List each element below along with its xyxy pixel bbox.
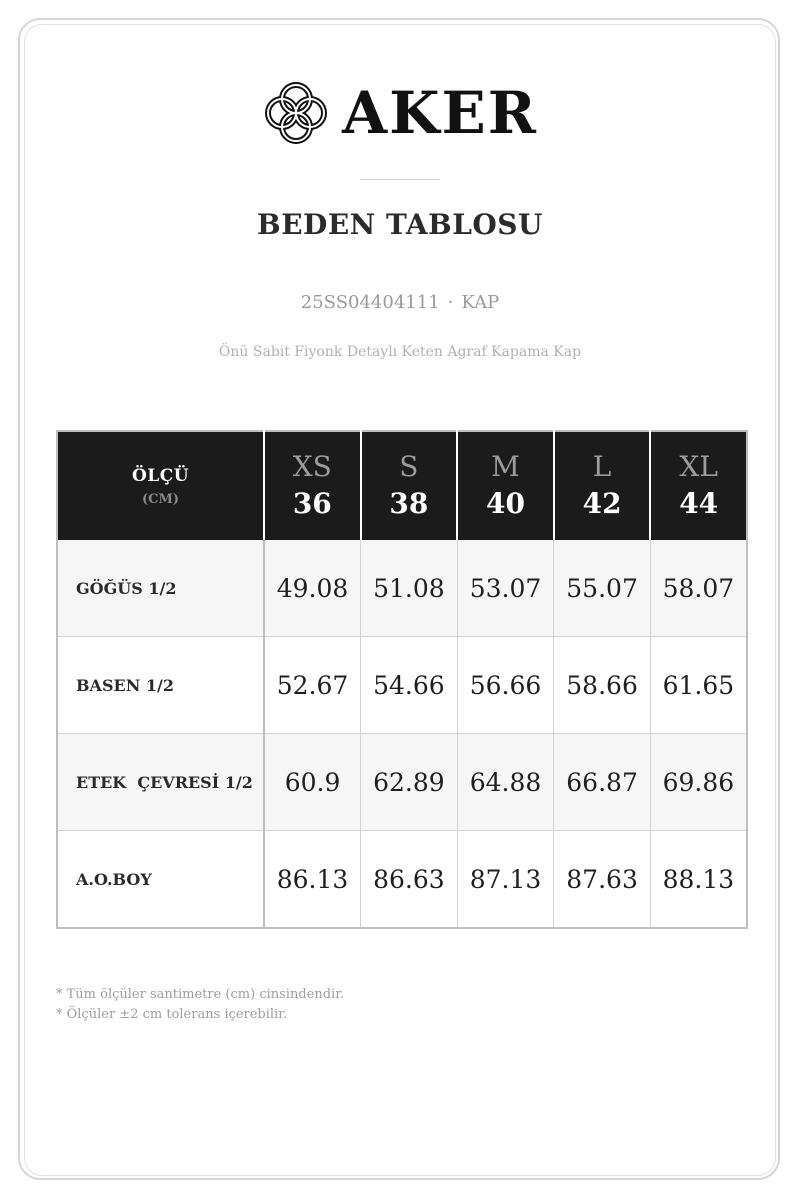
brand-logo	[0, 78, 800, 148]
brand-wordmark: AKER	[342, 79, 538, 147]
size-letter: M	[491, 450, 520, 484]
table-cell: 86.13	[264, 831, 361, 929]
page-title: BEDEN TABLOSU	[257, 208, 543, 241]
footnote: * Ölçüler ±2 cm tolerans içerebilir.	[56, 1007, 288, 1022]
size-number: 42	[582, 487, 622, 520]
title-divider	[360, 179, 440, 180]
table-cell: 66.87	[554, 734, 651, 831]
table-cell: 87.63	[554, 831, 651, 929]
size-number: 36	[292, 487, 332, 520]
product-code-line	[0, 292, 800, 313]
table-cell: 60.9	[264, 734, 361, 831]
code-separator: ·	[447, 292, 454, 313]
table-row	[57, 734, 747, 831]
product-category: KAP	[461, 292, 500, 313]
measurement-header	[57, 431, 264, 540]
table-row	[57, 831, 747, 929]
table-cell: 61.65	[650, 637, 747, 734]
size-number: 44	[679, 487, 719, 520]
measurement-header-label: ÖLÇÜ	[131, 465, 190, 486]
table-cell: 87.13	[457, 831, 554, 929]
row-label: BASEN 1/2	[57, 637, 264, 734]
table-cell: 58.66	[554, 637, 651, 734]
size-header-s	[361, 431, 458, 540]
size-number: 38	[389, 487, 429, 520]
row-label: ETEK ÇEVRESİ 1/2	[57, 734, 264, 831]
size-chart-table	[56, 430, 748, 929]
size-letter: S	[399, 450, 419, 484]
size-letter: L	[592, 450, 612, 484]
table-row	[57, 637, 747, 734]
table-header-row	[57, 431, 747, 540]
table-cell: 58.07	[650, 540, 747, 637]
product-code: 25SS04404111	[300, 292, 440, 313]
knot-emblem-icon	[262, 79, 330, 147]
size-letter: XL	[679, 450, 718, 484]
table-cell: 88.13	[662, 864, 735, 894]
table-row	[57, 540, 747, 637]
product-description: Önü Sabit Fiyonk Detaylı Keten Agraf Kapama Kap	[218, 344, 582, 360]
table-cell: 51.08	[361, 540, 458, 637]
table-cell: 56.66	[457, 637, 554, 734]
size-letter: XS	[292, 450, 332, 484]
size-header-m	[457, 431, 554, 540]
table-cell: 62.89	[361, 734, 458, 831]
row-label: GÖĞÜS 1/2	[57, 540, 264, 637]
table-cell: 54.66	[361, 637, 458, 734]
size-number: 40	[486, 487, 525, 520]
table-cell: 52.67	[264, 637, 361, 734]
size-header-l	[554, 431, 651, 540]
table-cell: 55.07	[554, 540, 651, 637]
table-cell: 86.63	[361, 831, 458, 929]
table-cell: 49.08	[264, 540, 361, 637]
table-cell: 69.86	[650, 734, 747, 831]
size-header-xl	[650, 431, 747, 540]
measurement-header-unit: (CM)	[141, 491, 180, 507]
table-cell: 64.88	[457, 734, 554, 831]
footnotes	[56, 985, 344, 1025]
size-header-xs	[264, 431, 361, 540]
footnote: * Tüm ölçüler santimetre (cm) cinsindendir.	[56, 987, 345, 1002]
row-label: A.O.BOY	[57, 831, 264, 929]
table-cell: 53.07	[457, 540, 554, 637]
